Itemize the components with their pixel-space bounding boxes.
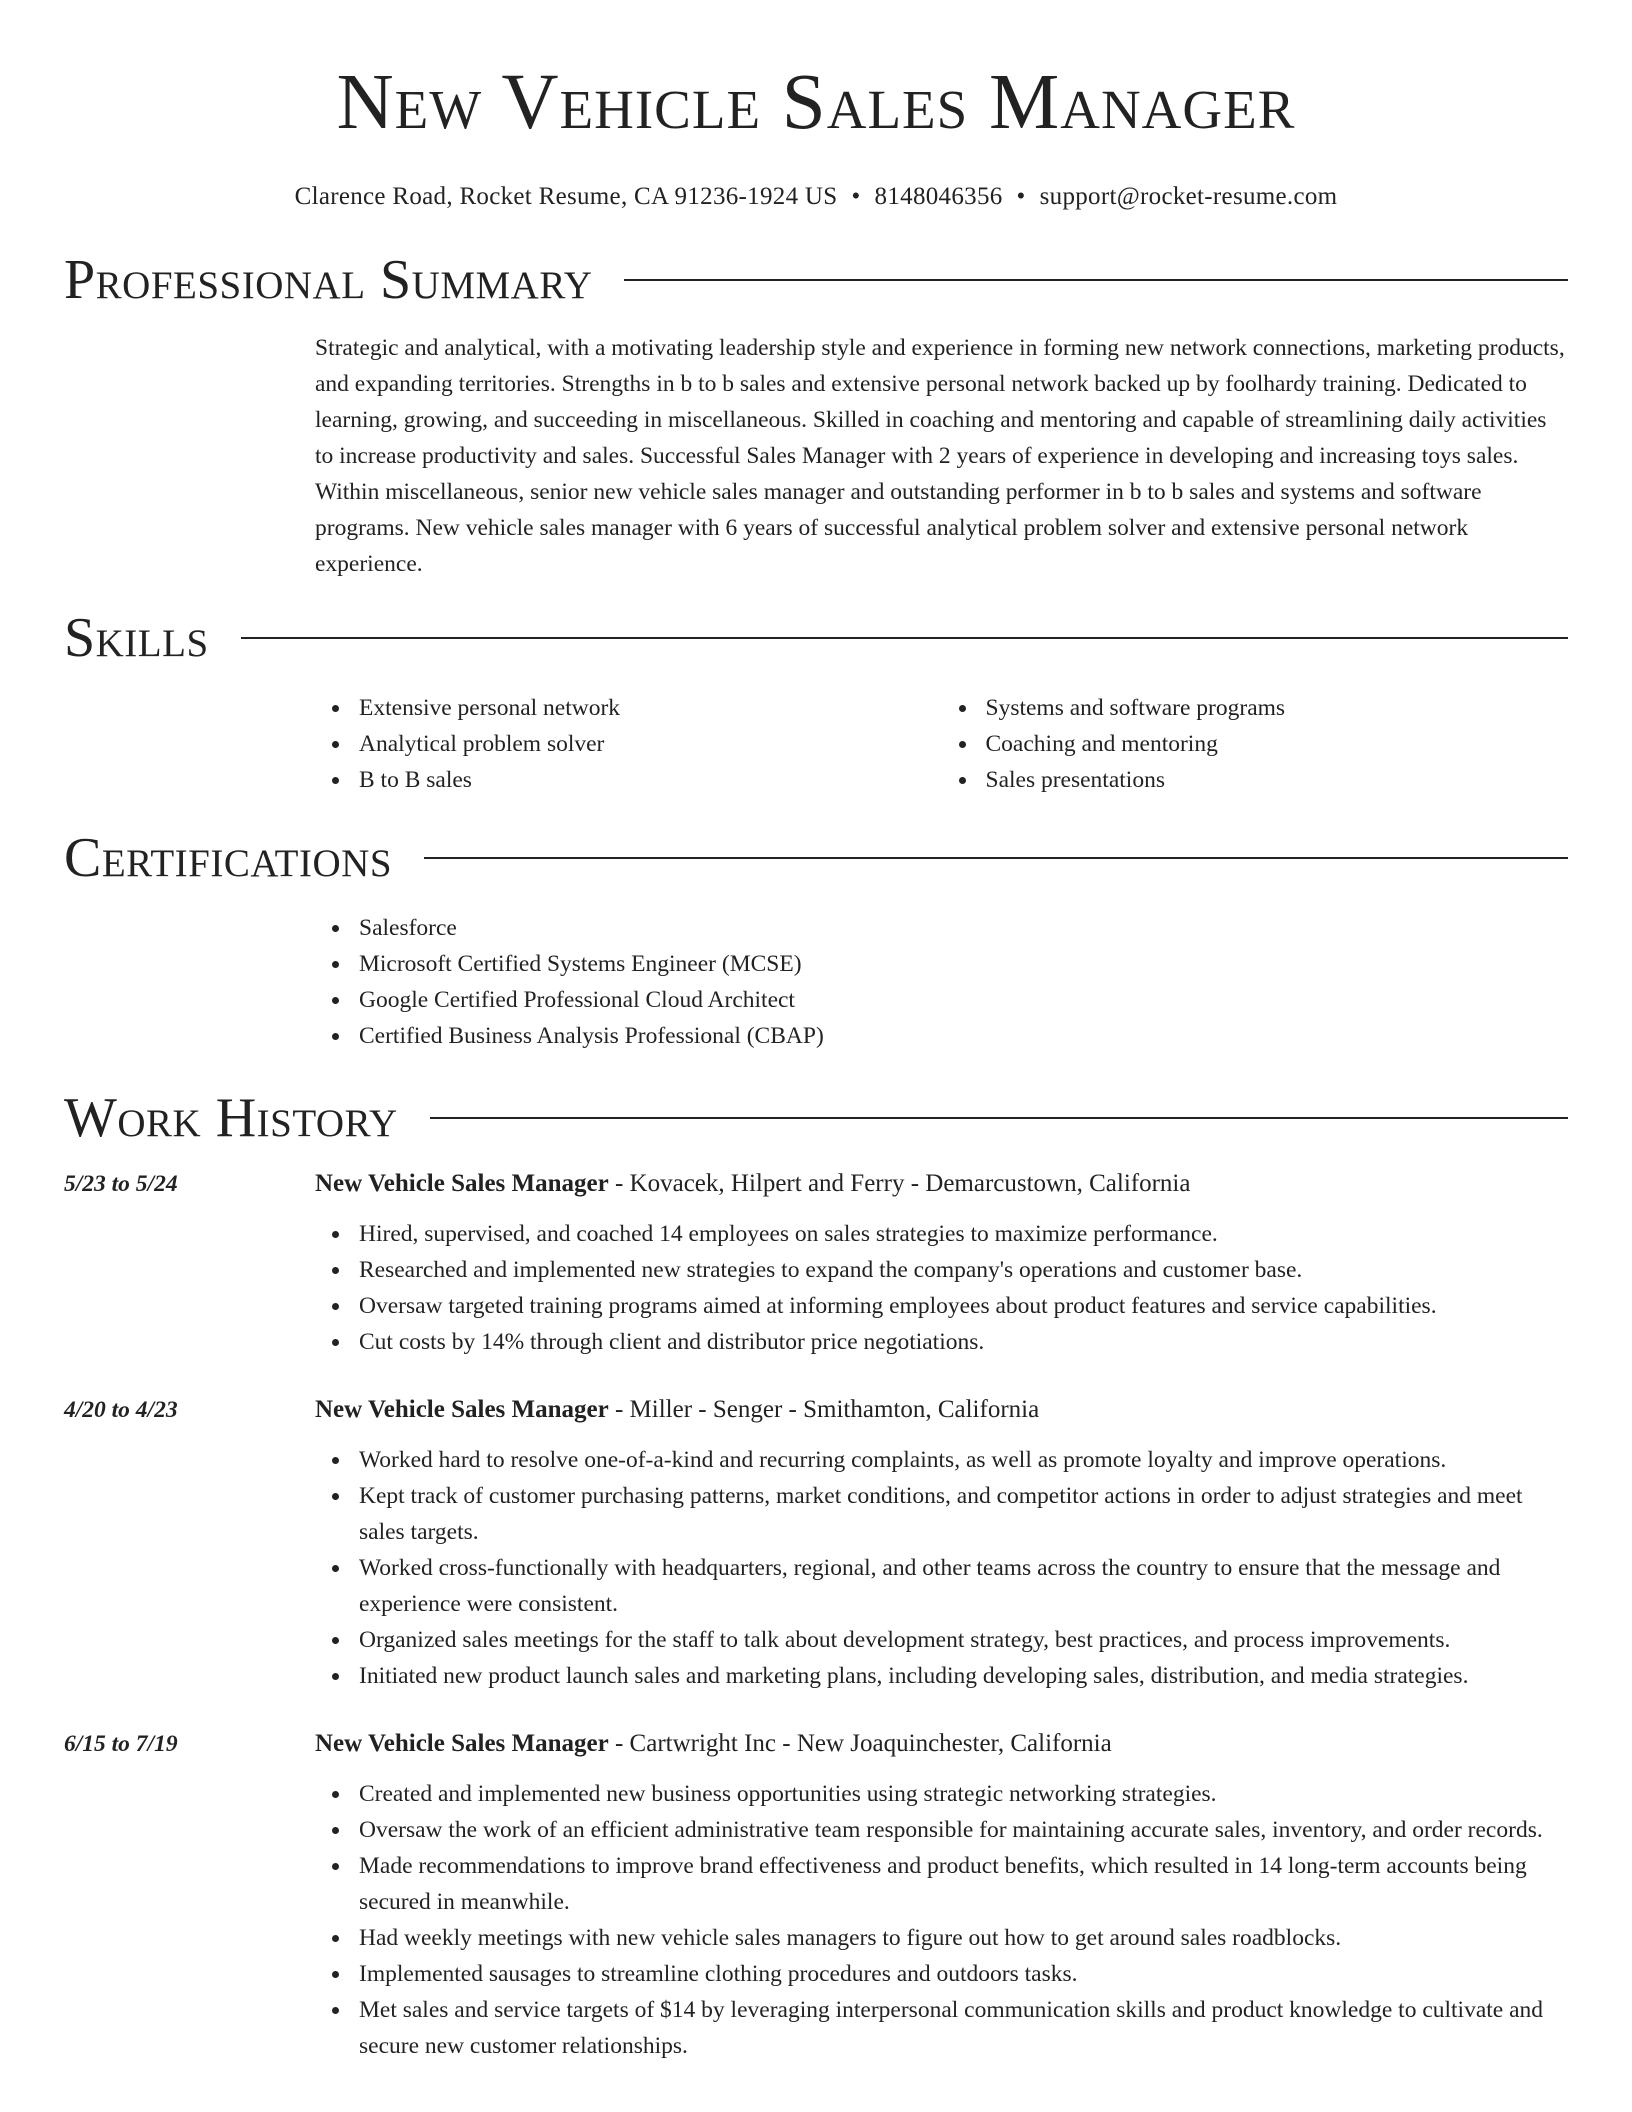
- duty-item: Met sales and service targets of $14 by leveraging interpersonal communication skills and product knowledge to cultivate and secure new customer relationships.: [359, 1992, 1568, 2064]
- skill-item: Coaching and mentoring: [986, 726, 1569, 762]
- certification-item: Certified Business Analysis Professional (CBAP): [359, 1018, 1568, 1054]
- job-duties: [315, 1442, 1568, 1694]
- job-entry: [64, 1392, 1568, 1694]
- job-employer: - Miller - Senger - Smithamton, California: [608, 1396, 1040, 1423]
- skill-item: B to B sales: [359, 762, 942, 798]
- skill-item: Analytical problem solver: [359, 726, 942, 762]
- skills-section-header: [64, 608, 1568, 668]
- duty-item: Initiated new product launch sales and marketing plans, including developing sales, distribution, and media strategies.: [359, 1658, 1568, 1694]
- separator-dot: •: [851, 183, 861, 210]
- job-dates: 6/15 to 7/19: [64, 1731, 178, 1757]
- work-history-list: [64, 1166, 1568, 2064]
- job-duties: [315, 1776, 1568, 2064]
- duty-item: Had weekly meetings with new vehicle sales managers to figure out how to get around sales roadblocks.: [359, 1920, 1568, 1956]
- work-history-heading: Work History: [64, 1087, 398, 1149]
- skills-heading: Skills: [64, 607, 209, 669]
- resume-title: New Vehicle Sales Manager: [336, 59, 1296, 146]
- summary-section-header: [64, 250, 1568, 310]
- certifications-list: [315, 910, 1568, 1054]
- job-employer: - Kovacek, Hilpert and Ferry - Demarcustown, California: [608, 1170, 1191, 1197]
- address: Clarence Road, Rocket Resume, CA 91236-1924 US: [294, 183, 838, 210]
- duty-item: Oversaw the work of an efficient administrative team responsible for maintaining accurate sales, inventory, and order records.: [359, 1812, 1568, 1848]
- duty-item: Organized sales meetings for the staff to talk about development strategy, best practices, and process improvements.: [359, 1622, 1568, 1658]
- skill-item: Systems and software programs: [986, 690, 1569, 726]
- job-title: New Vehicle Sales Manager: [315, 1396, 609, 1423]
- duty-item: Worked hard to resolve one-of-a-kind and recurring complaints, as well as promote loyalty and improve operations.: [359, 1442, 1568, 1478]
- job-entry: [64, 1726, 1568, 2064]
- certification-item: Google Certified Professional Cloud Architect: [359, 982, 1568, 1018]
- certifications-heading: Certifications: [64, 827, 393, 889]
- duty-item: Oversaw targeted training programs aimed at informing employees about product features and service capabilities.: [359, 1288, 1568, 1324]
- skill-item: Sales presentations: [986, 762, 1569, 798]
- summary-text: Strategic and analytical, with a motivating leadership style and experience in forming new network connections, marketing products, and expanding territories. Strengths in b to b sales and extensive personal network backed up by foolhardy training. Dedicated to learning, growing, and succeeding in miscellaneous. Skilled in coaching and mentoring and capable of streamlining daily activities to increase productivity and sales. Successful Sales Manager with 2 years of experience in developing and increasing toys sales. Within miscellaneous, senior new vehicle sales manager and outstanding performer in b to b sales and systems and software programs. New vehicle sales manager with 6 years of successful analytical problem solver and extensive personal network experience.: [315, 335, 1565, 577]
- duty-item: Researched and implemented new strategies to expand the company's operations and customer base.: [359, 1252, 1568, 1288]
- duty-item: Implemented sausages to streamline clothing procedures and outdoors tasks.: [359, 1956, 1568, 1992]
- skill-item: Extensive personal network: [359, 690, 942, 726]
- separator-dot: •: [1016, 183, 1026, 210]
- duty-item: Cut costs by 14% through client and distributor price negotiations.: [359, 1324, 1568, 1360]
- email: support@rocket-resume.com: [1039, 183, 1338, 210]
- section-divider: [430, 1117, 1568, 1119]
- section-divider: [424, 857, 1568, 859]
- summary-heading: Professional Summary: [64, 249, 593, 311]
- skills-list: [315, 690, 1568, 798]
- job-duties: [315, 1216, 1568, 1360]
- contact-line: [64, 182, 1568, 212]
- certifications-section-header: [64, 828, 1568, 888]
- phone: 8148046356: [874, 183, 1003, 210]
- job-employer: - Cartwright Inc - New Joaquinchester, California: [608, 1730, 1112, 1757]
- work-history-section-header: [64, 1088, 1568, 1148]
- duty-item: Hired, supervised, and coached 14 employees on sales strategies to maximize performance.: [359, 1216, 1568, 1252]
- duty-item: Kept track of customer purchasing patterns, market conditions, and competitor actions in order to adjust strategies and meet sales targets.: [359, 1478, 1568, 1550]
- job-title-line: [315, 1726, 1568, 1762]
- duty-item: Created and implemented new business opportunities using strategic networking strategies.: [359, 1776, 1568, 1812]
- job-title: New Vehicle Sales Manager: [315, 1170, 609, 1197]
- job-dates: 4/20 to 4/23: [64, 1397, 178, 1423]
- job-title: New Vehicle Sales Manager: [315, 1730, 609, 1757]
- job-title-line: [315, 1166, 1568, 1202]
- section-divider: [241, 637, 1568, 639]
- skills-column-left: [315, 690, 942, 798]
- skills-column-right: [942, 690, 1569, 798]
- duty-item: Worked cross-functionally with headquarters, regional, and other teams across the country to ensure that the message and experience were consistent.: [359, 1550, 1568, 1622]
- job-title-line: [315, 1392, 1568, 1428]
- certification-item: Microsoft Certified Systems Engineer (MCSE): [359, 946, 1568, 982]
- section-divider: [624, 279, 1568, 281]
- job-entry: [64, 1166, 1568, 1360]
- certification-item: Salesforce: [359, 910, 1568, 946]
- duty-item: Made recommendations to improve brand effectiveness and product benefits, which resulted in 14 long-term accounts being secured in meanwhile.: [359, 1848, 1568, 1920]
- job-dates: 5/23 to 5/24: [64, 1171, 178, 1197]
